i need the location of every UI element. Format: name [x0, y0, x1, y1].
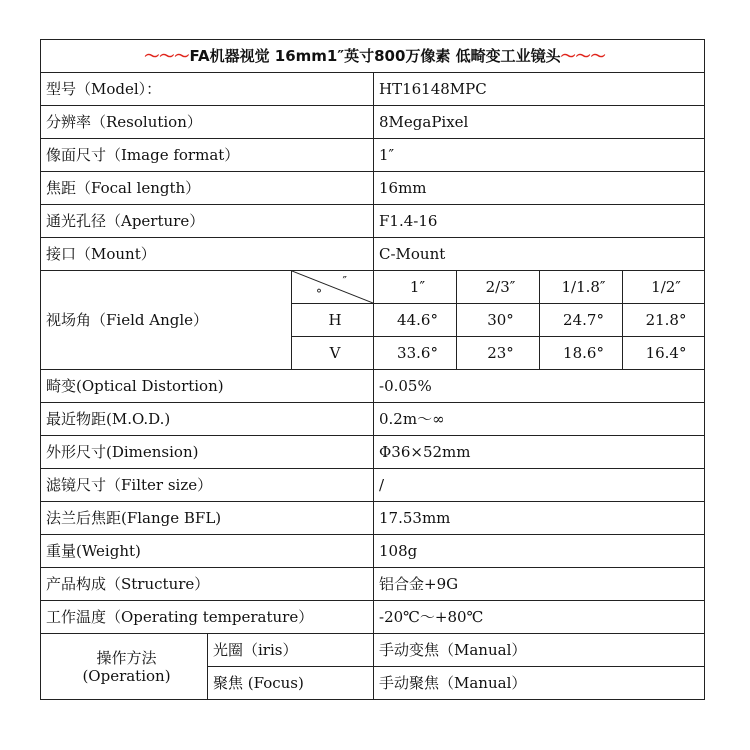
- angle-value: 23°: [457, 337, 540, 370]
- page-title: [41, 40, 705, 73]
- spec-value: 铝合金+9G: [374, 568, 705, 601]
- spec-label: 分辨率（Resolution）: [41, 106, 374, 139]
- axis-label: V: [292, 337, 374, 370]
- spec-row-flange-bfl: [41, 502, 705, 535]
- spec-row-mount: [41, 238, 705, 271]
- spec-value: Φ36×52mm: [374, 436, 705, 469]
- spec-row-dimension: [41, 436, 705, 469]
- diagonal-line-icon: [292, 271, 373, 303]
- operation-item-value: 手动变焦（Manual）: [374, 634, 705, 667]
- spec-value: -0.05%: [374, 370, 705, 403]
- operation-item-label: 聚焦 (Focus): [208, 667, 374, 700]
- angle-value: 30°: [457, 304, 540, 337]
- spec-label: 接口（Mount）: [41, 238, 374, 271]
- title-row: [41, 40, 705, 73]
- spec-table: [40, 39, 705, 700]
- angle-value: 18.6°: [540, 337, 623, 370]
- spec-label: 最近物距(M.O.D.): [41, 403, 374, 436]
- spec-row-distortion: [41, 370, 705, 403]
- operation-item-value: 手动聚焦（Manual）: [374, 667, 705, 700]
- spec-label: 焦距（Focal length）: [41, 172, 374, 205]
- spec-value: 108g: [374, 535, 705, 568]
- operation-label: [41, 634, 208, 700]
- operation-label-cn: 操作方法: [96, 648, 157, 667]
- format-header: 1/2″: [623, 271, 705, 304]
- spec-label: 型号（Model）：: [41, 73, 374, 106]
- spec-value: 17.53mm: [374, 502, 705, 535]
- spec-row-image-format: [41, 139, 705, 172]
- angle-value: 44.6°: [374, 304, 457, 337]
- field-angle-header-row: [41, 271, 705, 304]
- title-tilde-left: ～～～: [144, 47, 190, 65]
- angle-value: 24.7°: [540, 304, 623, 337]
- spec-row-aperture: [41, 205, 705, 238]
- spec-row-model: [41, 73, 705, 106]
- spec-row-resolution: [41, 106, 705, 139]
- spec-label: 外形尺寸(Dimension): [41, 436, 374, 469]
- spec-value: 8MegaPixel: [374, 106, 705, 139]
- spec-value: 1″: [374, 139, 705, 172]
- operation-iris-row: [41, 634, 705, 667]
- field-angle-diagonal-cell: [292, 271, 374, 304]
- spec-value: 16mm: [374, 172, 705, 205]
- spec-label: 法兰后焦距(Flange BFL): [41, 502, 374, 535]
- spec-value: -20℃～+80℃: [374, 601, 705, 634]
- operation-item-label: 光圈（iris）: [208, 634, 374, 667]
- spec-label: 重量(Weight): [41, 535, 374, 568]
- format-header: 1/1.8″: [540, 271, 623, 304]
- diagonal-mark-top: ″: [342, 274, 347, 288]
- format-header: 2/3″: [457, 271, 540, 304]
- field-angle-label: 视场角（Field Angle）: [41, 271, 292, 370]
- spec-label: 畸变(Optical Distortion): [41, 370, 374, 403]
- spec-label: 滤镜尺寸（Filter size）: [41, 469, 374, 502]
- angle-value: 16.4°: [623, 337, 705, 370]
- spec-row-weight: [41, 535, 705, 568]
- spec-value: F1.4-16: [374, 205, 705, 238]
- spec-row-structure: [41, 568, 705, 601]
- spec-label: 工作温度（Operating temperature）: [41, 601, 374, 634]
- spec-row-filter-size: [41, 469, 705, 502]
- spec-label: 像面尺寸（Image format）: [41, 139, 374, 172]
- title-text: FA机器视觉 16mm1″英寸800万像素 低畸变工业镜头: [189, 47, 561, 65]
- spec-value: C-Mount: [374, 238, 705, 271]
- axis-label: H: [292, 304, 374, 337]
- angle-value: 33.6°: [374, 337, 457, 370]
- spec-row-operating-temperature: [41, 601, 705, 634]
- spec-label: 产品构成（Structure）: [41, 568, 374, 601]
- diagonal-mark-bottom: °: [316, 287, 322, 301]
- format-header: 1″: [374, 271, 457, 304]
- spec-label: 通光孔径（Aperture）: [41, 205, 374, 238]
- spec-value: 0.2m～∞: [374, 403, 705, 436]
- operation-label-en: (Operation): [82, 666, 171, 685]
- spec-row-focal-length: [41, 172, 705, 205]
- spec-value: HT16148MPC: [374, 73, 705, 106]
- spec-row-mod: [41, 403, 705, 436]
- title-tilde-right: ～～～: [560, 47, 606, 65]
- angle-value: 21.8°: [623, 304, 705, 337]
- spec-value: /: [374, 469, 705, 502]
